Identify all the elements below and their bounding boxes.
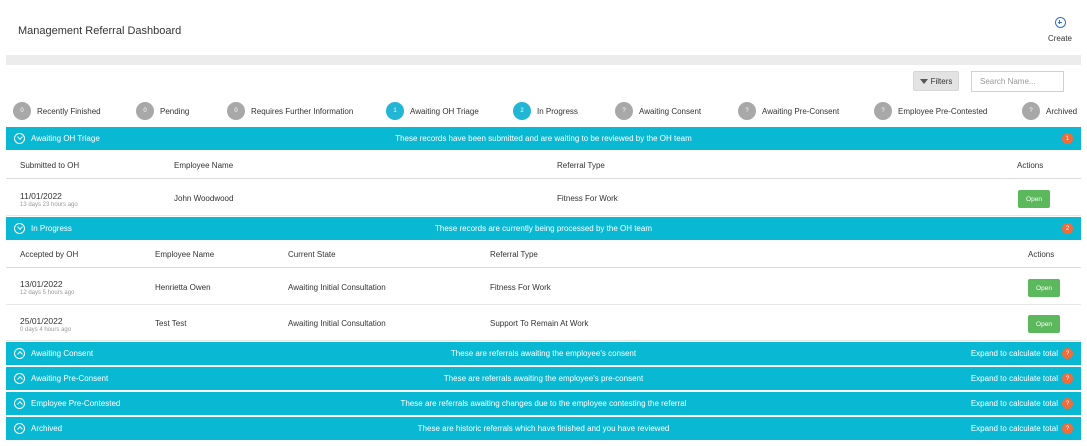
expand-to-calculate-link[interactable]: Expand to calculate total bbox=[970, 399, 1058, 408]
employee-name: John Woodwood bbox=[174, 194, 234, 203]
expand-to-calculate-link[interactable]: Expand to calculate total bbox=[970, 424, 1058, 433]
status-label: Archived bbox=[1046, 106, 1078, 116]
page-header bbox=[0, 0, 1087, 54]
status-count-badge: ? bbox=[738, 102, 756, 120]
section-header-in-progress[interactable] bbox=[6, 217, 1081, 240]
section-title: Archived bbox=[31, 424, 63, 433]
column-header: Employee Name bbox=[174, 161, 234, 170]
search-name-input[interactable] bbox=[971, 71, 1064, 92]
page-title: Management Referral Dashboard bbox=[18, 25, 182, 37]
submitted-date: 11/01/2022 bbox=[20, 191, 62, 201]
section-count-badge: ? bbox=[1062, 348, 1073, 359]
employee-name: Henrietta Owen bbox=[155, 283, 211, 292]
filters-label: Filters bbox=[930, 76, 953, 86]
status-count-badge: ? bbox=[1022, 102, 1040, 120]
table-header bbox=[6, 152, 1081, 179]
section-title: Awaiting Pre-Consent bbox=[31, 374, 109, 383]
status-requires-further-information[interactable] bbox=[227, 102, 353, 120]
section-description: These records have been submitted and are waiting to be reviewed by the OH team bbox=[395, 134, 692, 143]
section-title: Employee Pre-Contested bbox=[31, 399, 121, 408]
date-cell bbox=[20, 191, 78, 208]
column-header: Current State bbox=[288, 250, 336, 259]
status-employee-pre-contested[interactable] bbox=[874, 102, 987, 120]
section-title: Awaiting OH Triage bbox=[31, 134, 100, 143]
plus-circle-icon bbox=[1055, 17, 1066, 28]
table-row bbox=[6, 305, 1081, 341]
time-ago: 12 days 5 hours ago bbox=[20, 290, 75, 296]
section-header-awaiting-pre-consent[interactable] bbox=[6, 367, 1081, 390]
referral-type: Fitness For Work bbox=[490, 283, 551, 292]
time-ago: 13 days 23 hours ago bbox=[20, 202, 78, 208]
section-description: These are referrals awaiting the employee's pre-consent bbox=[443, 374, 644, 383]
status-awaiting-pre-consent[interactable] bbox=[738, 102, 839, 120]
expand-to-calculate-link[interactable]: Expand to calculate total bbox=[970, 374, 1058, 383]
section-title: Awaiting Consent bbox=[31, 349, 94, 358]
open-button[interactable]: Open bbox=[1028, 279, 1060, 297]
column-header: Actions bbox=[1028, 250, 1055, 259]
status-count-badge: 0 bbox=[227, 102, 245, 120]
status-in-progress[interactable] bbox=[513, 102, 578, 120]
status-filter-row bbox=[0, 102, 1087, 120]
section-count-badge: ? bbox=[1062, 373, 1073, 384]
status-label: In Progress bbox=[537, 106, 578, 116]
expand-chevron-icon[interactable] bbox=[14, 423, 25, 434]
section-description: These are historic referrals which have finished and you have reviewed bbox=[417, 424, 670, 433]
section-count-badge: ? bbox=[1062, 423, 1073, 434]
section-count-badge: ? bbox=[1062, 398, 1073, 409]
column-header: Submitted to OH bbox=[20, 161, 80, 170]
status-awaiting-oh-triage[interactable] bbox=[386, 102, 479, 120]
column-header: Actions bbox=[1017, 161, 1044, 170]
section-header-archived[interactable] bbox=[6, 417, 1081, 440]
status-label: Awaiting Consent bbox=[639, 106, 702, 116]
status-label: Recently Finished bbox=[37, 106, 101, 116]
date-cell bbox=[20, 279, 74, 296]
open-button[interactable]: Open bbox=[1028, 315, 1060, 333]
create-label: Create bbox=[1047, 34, 1072, 43]
date-cell bbox=[20, 316, 71, 333]
status-label: Awaiting Pre-Consent bbox=[762, 106, 840, 116]
status-recently-finished[interactable] bbox=[13, 102, 101, 120]
status-count-badge: ? bbox=[615, 102, 633, 120]
status-pending[interactable] bbox=[136, 102, 189, 120]
create-button[interactable] bbox=[1047, 17, 1073, 43]
status-count-badge: 0 bbox=[13, 102, 31, 120]
referral-type: Support To Remain At Work bbox=[490, 319, 589, 328]
collapse-chevron-icon[interactable] bbox=[14, 223, 25, 234]
section-header-employee-pre-contested[interactable] bbox=[6, 392, 1081, 415]
column-header: Referral Type bbox=[557, 161, 605, 170]
status-awaiting-consent[interactable] bbox=[615, 102, 701, 120]
section-description: These are referrals awaiting changes due to the employee contesting the referral bbox=[400, 399, 687, 408]
current-state: Awaiting Initial Consultation bbox=[288, 319, 386, 328]
open-button[interactable]: Open bbox=[1018, 190, 1050, 208]
status-label: Requires Further Information bbox=[251, 106, 354, 116]
section-count-badge: 2 bbox=[1062, 223, 1073, 234]
section-header-awaiting-oh-triage[interactable] bbox=[6, 127, 1081, 150]
status-count-badge: 1 bbox=[386, 102, 404, 120]
section-description: These are referrals awaiting the employee's consent bbox=[450, 349, 637, 358]
referral-type: Fitness For Work bbox=[557, 194, 618, 203]
expand-chevron-icon[interactable] bbox=[14, 373, 25, 384]
column-header: Accepted by OH bbox=[20, 250, 79, 259]
expand-chevron-icon[interactable] bbox=[14, 348, 25, 359]
column-header: Referral Type bbox=[490, 250, 538, 259]
status-label: Employee Pre-Contested bbox=[898, 106, 988, 116]
section-header-awaiting-consent[interactable] bbox=[6, 342, 1081, 365]
status-label: Awaiting OH Triage bbox=[410, 106, 479, 116]
expand-chevron-icon[interactable] bbox=[14, 398, 25, 409]
employee-name: Test Test bbox=[155, 319, 187, 328]
status-count-badge: 0 bbox=[136, 102, 154, 120]
column-header: Employee Name bbox=[155, 250, 215, 259]
filter-icon bbox=[920, 79, 928, 84]
collapse-chevron-icon[interactable] bbox=[14, 133, 25, 144]
accepted-date: 25/01/2022 bbox=[20, 316, 63, 326]
expand-to-calculate-link[interactable]: Expand to calculate total bbox=[970, 349, 1058, 358]
status-count-badge: 2 bbox=[513, 102, 531, 120]
table-header bbox=[6, 241, 1081, 268]
section-description: These records are currently being processed by the OH team bbox=[435, 224, 652, 233]
status-label: Pending bbox=[160, 106, 190, 116]
accepted-date: 13/01/2022 bbox=[20, 279, 63, 289]
filters-button[interactable] bbox=[913, 71, 959, 91]
status-archived[interactable] bbox=[1022, 102, 1077, 120]
time-ago: 0 days 4 hours ago bbox=[20, 327, 72, 333]
current-state: Awaiting Initial Consultation bbox=[288, 283, 386, 292]
header-divider bbox=[6, 55, 1081, 65]
section-title: In Progress bbox=[31, 224, 72, 233]
section-count-badge: 1 bbox=[1062, 133, 1073, 144]
table-row bbox=[6, 180, 1081, 216]
status-count-badge: ? bbox=[874, 102, 892, 120]
table-row bbox=[6, 269, 1081, 305]
